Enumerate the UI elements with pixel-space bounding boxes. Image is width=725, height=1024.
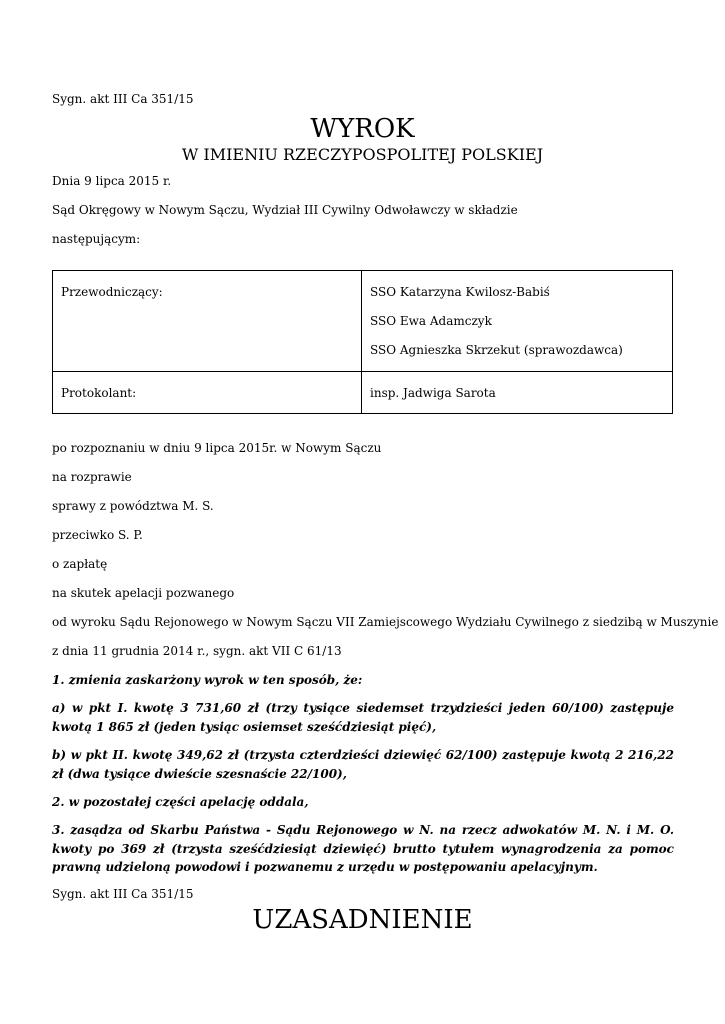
case-signature-top: Sygn. akt III Ca 351/15 (52, 92, 194, 106)
clerk-label: Protokolant: (61, 386, 137, 400)
presiding-label: Przewodniczący: (61, 285, 163, 299)
document-subtitle: W IMIENIU RZECZYPOSPOLITEJ POLSKIEJ (181, 145, 544, 164)
subject-info: o zapłatę (52, 557, 108, 571)
judge-name: SSO Katarzyna Kwilosz-Babiś (370, 285, 550, 299)
judgment-date: Dnia 9 lipca 2015 r. (52, 174, 172, 188)
court-composition-table (52, 270, 673, 414)
table-row (53, 372, 673, 414)
ruling-point-2: 2. w pozostałej części apelację oddala, (52, 795, 309, 809)
ruling-point-3: 3. zasądza od Skarbu Państwa - Sądu Rejonowego w N. na rzecz adwokatów M. N. i M. O. kwoty po 369 zł (trzysta sześćdziesiąt dziewięć) brutto tytułem wynagrodzenia za pomoc prawną udzieloną powodowi i pozwanemu z urzędu w postępowaniu apelacyjnym. (52, 823, 674, 874)
composition-intro: następującym: (52, 232, 141, 246)
judge-name: SSO Agnieszka Skrzekut (sprawozdawca) (370, 343, 623, 357)
table-cell (362, 271, 673, 372)
judge-name: SSO Ewa Adamczyk (370, 314, 492, 328)
claimant-info: sprawy z powództwa M. S. (52, 499, 214, 513)
table-cell (53, 372, 362, 414)
ruling-point-1a: a) w pkt I. kwotę 3 731,60 zł (trzy tysiące siedemset trzydzieści jeden 60/100) zastępuje kwotą 1 865 zł (jeden tysiąc osiemset sześćdziesiąt pięć), (52, 701, 674, 734)
court-name: Sąd Okręgowy w Nowym Sączu, Wydział III Cywilny Odwoławczy w składzie (52, 203, 518, 217)
lower-court-date: z dnia 11 grudnia 2014 r., sygn. akt VII C 61/13 (52, 644, 342, 658)
ruling-point-1b: b) w pkt II. kwotę 349,62 zł (trzysta czterdzieści dziewięć 62/100) zastępuje kwotą 2 216,22 zł (dwa tysiące dwieście szesnaście 22/100), (52, 748, 674, 781)
lower-court-info: od wyroku Sądu Rejonowego w Nowym Sączu VII Zamiejscowego Wydziału Cywilnego z siedzibą w Muszynie (52, 615, 719, 629)
defendant-info: przeciwko S. P. (52, 528, 143, 542)
ruling-point-1: 1. zmienia zaskarżony wyrok w ten sposób, że: (52, 673, 363, 687)
table-row (53, 271, 673, 372)
case-signature-bottom: Sygn. akt III Ca 351/15 (52, 887, 194, 901)
justification-title: UZASADNIENIE (252, 905, 473, 935)
clerk-name: insp. Jadwiga Sarota (370, 386, 496, 400)
hearing-info: po rozpoznaniu w dniu 9 lipca 2015r. w Nowym Sączu (52, 441, 382, 455)
document-title: WYROK (310, 114, 415, 144)
appeal-info: na skutek apelacji pozwanego (52, 586, 235, 600)
table-cell (53, 271, 362, 372)
trial-info: na rozprawie (52, 470, 132, 484)
table-cell (362, 372, 673, 414)
